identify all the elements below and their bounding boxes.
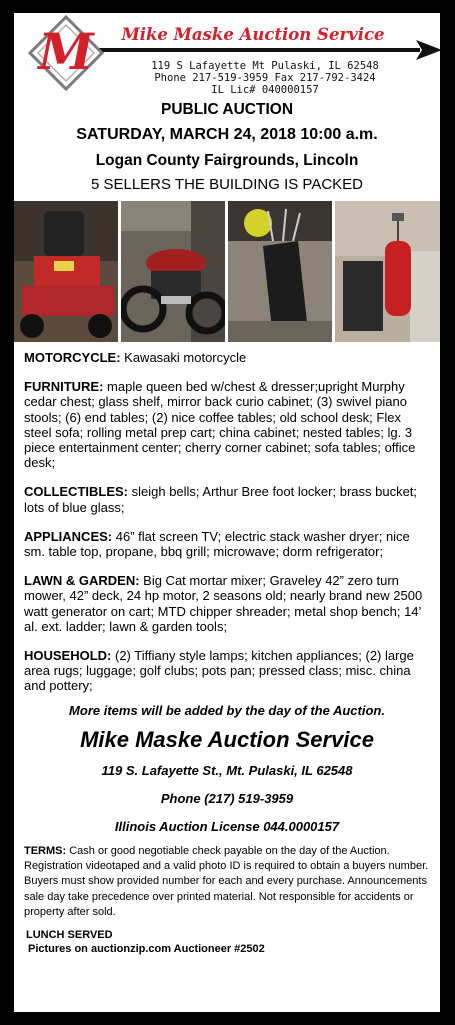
category-items: sleigh bells; Arthur Bree foot locker; brass bucket; lots of blue glass;	[24, 484, 418, 515]
category-items: 46” flat screen TV; electric stack washer dryer; nice sm. table top, propane, bbq grill; microwave; dorm refrigerator;	[24, 528, 410, 560]
terms-text: Cash or good negotiable check payable on the day of the Auction. Registration videotaped and a valid photo ID is required to obtain a buyers number. Buyers must show provided number for each and every purchase. Announcements sale day take precedence over printed material. Not responsible for accidents or property after sold.	[24, 844, 429, 918]
terms-block	[24, 844, 430, 920]
auction-flyer	[14, 13, 440, 1012]
address-line: 119 S Lafayette Mt Pulaski, IL 62548	[151, 60, 379, 72]
footer-license: Illinois Auction License 044.0000157	[114, 818, 340, 834]
photo-golf-clubs	[228, 201, 332, 342]
more-items-note: More items will be added by the day of the Auction.	[69, 702, 385, 718]
listing-section	[24, 350, 430, 694]
photo-gas-tank	[335, 201, 440, 342]
category-label: FURNITURE:	[24, 379, 104, 395]
title-sellers: 5 SELLERS THE BUILDING IS PACKED	[90, 176, 364, 193]
category-label: COLLECTIBLES:	[24, 484, 128, 500]
pictures-link-note: Pictures on auctionzip.com Auctioneer #2502	[28, 943, 265, 956]
category-label: MOTORCYCLE:	[24, 350, 121, 365]
category-label: LAWN & GARDEN:	[24, 573, 140, 589]
listing-motorcycle	[24, 350, 430, 365]
photo-strip	[14, 201, 440, 342]
listing-lawn-garden	[24, 573, 430, 634]
listing-appliances	[24, 529, 430, 559]
listing-furniture	[24, 379, 430, 470]
lunch-served: LUNCH SERVED	[26, 929, 113, 942]
listing-household	[24, 648, 430, 694]
logo-letter: M	[38, 22, 94, 81]
logo-diamond-icon	[28, 15, 104, 91]
phone-fax-line: Phone 217-519-3959 Fax 217-792-3424	[154, 72, 376, 84]
terms-label: TERMS:	[24, 844, 67, 857]
listing-collectibles	[24, 484, 430, 514]
photo-motorcycle	[121, 201, 225, 342]
company-name: Mike Maske Auction Service	[121, 25, 385, 44]
footer-company-name: Mike Maske Auction Service	[80, 726, 374, 752]
title-location: Logan County Fairgrounds, Lincoln	[95, 152, 359, 169]
category-items: Big Cat mortar mixer; Graveley 42” zero turn mower, 42” deck, 24 hp motor, 2 seasons old; nearly brand new 2500 watt generator on cart; MTD chipper shreader; metal shop bench; 14’ al. ext. ladder; lawn & garden tools;	[24, 573, 423, 634]
category-items: (2) Tiffiany style lamps; kitchen appliances; (2) large area rugs; luggage; golf clubs; pots pan; pressed class; misc. china and pottery;	[24, 648, 414, 694]
category-label: HOUSEHOLD:	[24, 648, 112, 664]
category-label: APPLIANCES:	[24, 528, 113, 544]
title-public-auction: PUBLIC AUCTION	[160, 101, 294, 118]
category-items: Kawasaki motorcycle	[120, 350, 247, 365]
footer-address: 119 S. Lafayette St., Mt. Pulaski, IL 62548	[101, 762, 353, 778]
footer-phone: Phone (217) 519-3959	[160, 790, 294, 806]
license-line: IL Lic# 040000157	[211, 84, 319, 96]
header	[14, 13, 440, 98]
photo-mower	[14, 201, 118, 342]
category-items: maple queen bed w/chest & dresser;upright Murphy cedar chest; glass shelf, mirror back curio cabinet; (3) swivel piano stools; (6) end tables; (2) nice coffee tables; old school desk; Flex steel sofa; rolling metal prep cart; china cabinet; nested tables; lg. 3 piece entertainment center; cherry corner cabinet; sofa tables; office desk;	[24, 379, 416, 471]
title-date: SATURDAY, MARCH 24, 2018 10:00 a.m.	[76, 126, 378, 143]
